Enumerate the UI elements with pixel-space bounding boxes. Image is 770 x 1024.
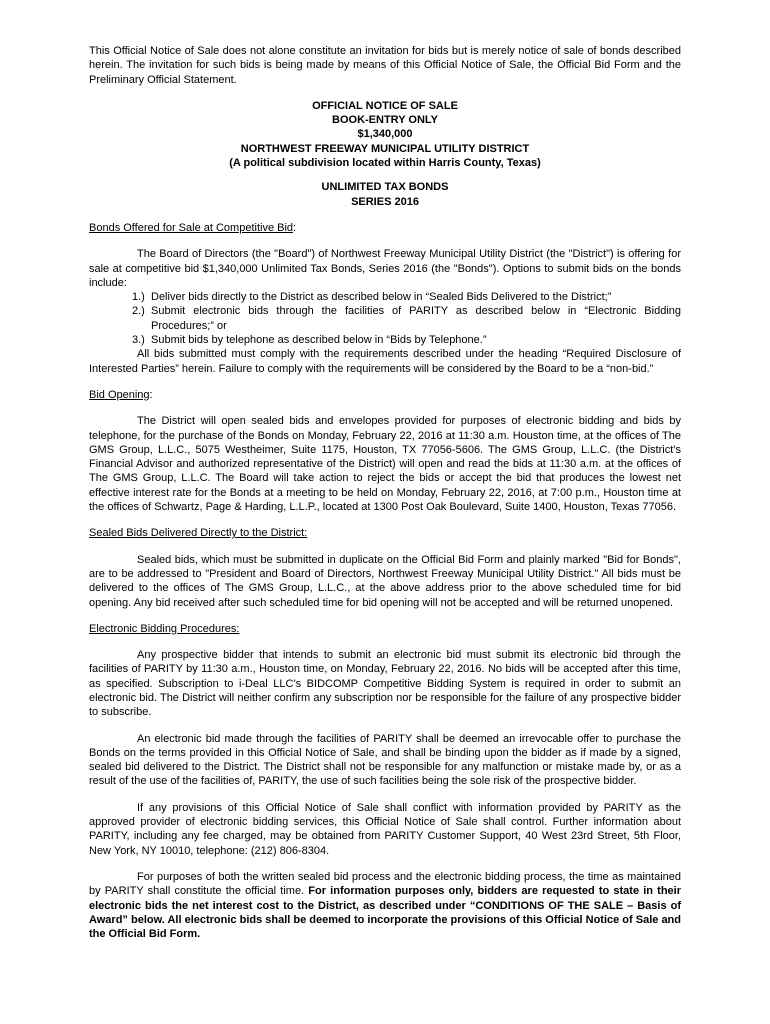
intro-paragraph: This Official Notice of Sale does not alone constitute an invitation for bids but is merely notice of sale of bonds described herein. The invitation for such bids is being made by means of this Official Notice of Sale, the Official Bid Form and the Preliminary Official Statement. bbox=[89, 45, 681, 86]
section-heading-bid-opening: Bid Opening: bbox=[89, 388, 153, 401]
bid-opening-paragraph: The District will open sealed bids and envelopes provided for purposes of electronic bidding and bids by telephone, for the purchase of the Bonds on Monday, February 22, 2016 at 11:30 a.m. Houston time, at the offices of The GMS Group, L.L.C., 5075 Westheimer, Suite 1175, Houston, TX 77056-5606. The GMS Group, L.L.C. (the District’s Financial Advisor and authorized representative of the District) will open and read the bids at 11:30 a.m. at the offices of The GMS Group, L.L.C. The Board will take action to reject the bids or accept the bid that produces the lowest net effective interest rate for the Bonds at a meeting to be held on Monday, February 22, 2016, at 7:00 p.m., Houston time at the offices of Schwartz, Page & Harding, L.L.P., located at 1300 Post Oak Boulevard, Suite 1400, Houston, Texas 77056. bbox=[89, 415, 681, 514]
bonds-offered-paragraph: The Board of Directors (the "Board") of Northwest Freeway Municipal Utility District (the "District") is offering for sale at competitive bid $1,340,000 Unlimited Tax Bonds, Series 2016 (the "Bonds"). Options to submit bids on the bonds include: bbox=[89, 248, 681, 289]
electronic-bidding-paragraph-3: If any provisions of this Official Notice of Sale shall conflict with information provided by PARITY as the approved provider of electronic bidding services, this Official Notice of Sale shall control. Further information about PARITY, including any fee charged, may be obtained from PARITY Customer Support, 40 West 23rd Street, 5th Floor, New York, NY 10010, telephone: (212) 806-8304. bbox=[89, 801, 681, 857]
list-item: 3.) Submit bids by telephone as described below in “Bids by Telephone.” bbox=[132, 334, 487, 347]
official-time-notice: For information purposes only, bidders are requested to state in their electronic bids the net interest cost to the District, as described under “CONDITIONS OF THE SALE – Basis of Award” below. All electronic bids shall be deemed to incorporate the provisions of this Official Notice of Sale and the Official Bid Form. bbox=[89, 885, 681, 941]
title-line: BOOK-ENTRY ONLY bbox=[332, 114, 438, 127]
electronic-bidding-paragraph-2: An electronic bid made through the facilities of PARITY shall be deemed an irrevocable offer to purchase the Bonds on the terms provided in this Official Notice of Sale, and shall be binding upon the bidder as if made by a signed, sealed bid delivered to the District. The District shall not be responsible for any malfunction or mistake made by, or as a result of the use of the facilities of, PARITY, the use of such facilities being the sole risk of the prospective bidder. bbox=[89, 732, 681, 788]
section-heading-bonds-offered: Bonds Offered for Sale at Competitive Bid: bbox=[89, 221, 297, 234]
electronic-bidding-paragraph-1: Any prospective bidder that intends to submit an electronic bid must submit its electronic bid through the facilities of PARITY by 11:30 a.m., Houston time, on Monday, February 22, 2016. No bids will be accepted after this time, as specified. Subscription to i-Deal LLC’s BIDCOMP Competitive Bidding System is required in order to submit an electronic bid. The District will neither confirm any subscription nor be responsible for the failure of any prospective bidder to subscribe. bbox=[89, 649, 681, 719]
title-line: OFFICIAL NOTICE OF SALE bbox=[312, 99, 458, 112]
section-heading-electronic-bidding: Electronic Bidding Procedures: bbox=[89, 622, 240, 635]
issuer-name: NORTHWEST FREEWAY MUNICIPAL UTILITY DISTRICT bbox=[240, 142, 530, 155]
list-item: 2.) Submit electronic bids through the facilities of PARITY as described below in “Electronic Bidding Procedures;” or bbox=[132, 305, 681, 332]
sealed-bids-paragraph: Sealed bids, which must be submitted in duplicate on the Official Bid Form and plainly marked "Bid for Bonds", are to be addressed to "President and Board of Directors, Northwest Freeway Municipal Utility District." All bids must be delivered to the offices of The GMS Group, L.L.C., at the above address prior to the above scheduled time for bid opening. Any bid received after such scheduled time for bid opening will not be accepted and will be returned unopened. bbox=[89, 553, 681, 609]
title-amount: $1,340,000 bbox=[357, 128, 413, 141]
bid-options-list bbox=[89, 290, 681, 347]
bond-type: UNLIMITED TAX BONDS bbox=[321, 181, 449, 194]
section-heading-sealed-bids: Sealed Bids Delivered Directly to the District: bbox=[89, 527, 308, 540]
notice-title-block bbox=[89, 99, 681, 209]
bond-series: SERIES 2016 bbox=[351, 195, 419, 208]
bonds-offered-paragraph-2: All bids submitted must comply with the requirements described under the heading “Required Disclosure of Interested Parties” herein. Failure to comply with the requirements will be considered by the Board to be a “non-bid.” bbox=[89, 348, 681, 375]
list-item: 1.) Deliver bids directly to the District as described below in “Sealed Bids Delivered to the District;” bbox=[132, 291, 612, 304]
electronic-bidding-paragraph-4: For purposes of both the written sealed bid process and the electronic bidding process, the time as maintained by PARITY shall constitute the official time. For information purposes only, bidders are requested to state in their electronic bids the net interest cost to the District, as described under “CONDITIONS OF THE SALE – Basis of Award” below. All electronic bids shall be deemed to incorporate the provisions of this Official Notice of Sale and the Official Bid Form. bbox=[89, 870, 681, 941]
issuer-description: (A political subdivision located within Harris County, Texas) bbox=[229, 157, 541, 170]
document-body bbox=[89, 44, 681, 941]
